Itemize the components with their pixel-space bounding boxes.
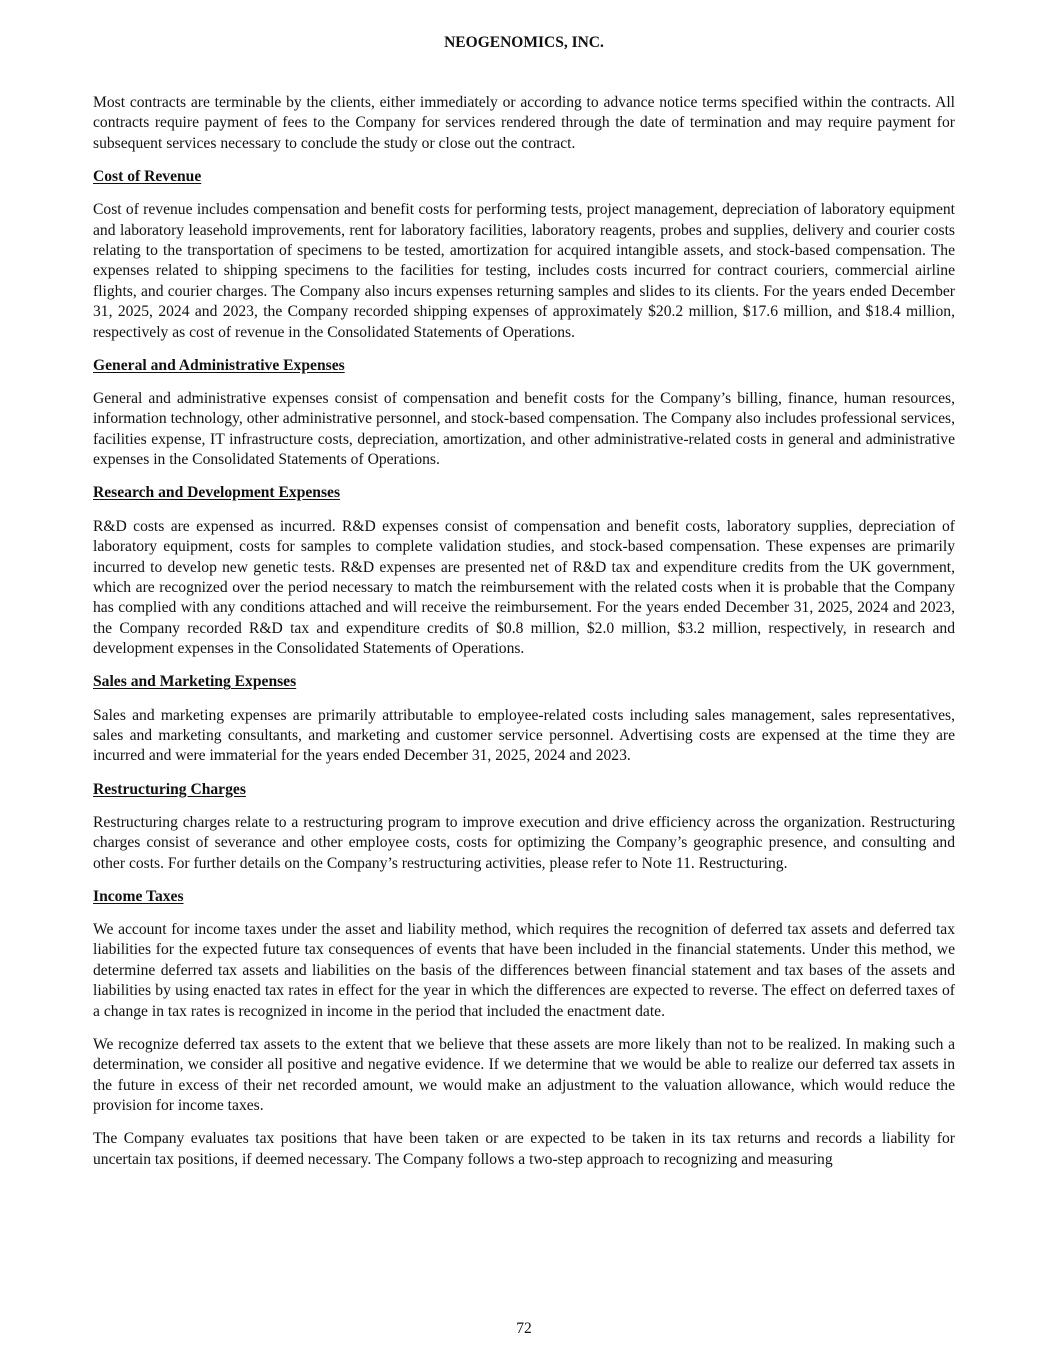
document-body: [93, 93, 955, 1183]
section-paragraph: R&D costs are expensed as incurred. R&D expenses consist of compensation and benefit costs, laboratory supplies, depreciation of laboratory equipment, costs for samples to complete validation studies, and stock-based compensation. These expenses are primarily incurred to develop new genetic tests. R&D expenses are presented net of R&D tax and expenditure credits from the UK government, which are recognized over the period necessary to match the reimbursement with the related costs when it is probable that the Company has complied with any conditions attached and will receive the reimbursement. For the years ended December 31, 2025, 2024 and 2023, the Company recorded R&D tax and expenditure credits of $0.8 million, $2.0 million, $3.2 million, respectively, in research and development expenses in the Consolidated Statements of Operations.: [93, 517, 955, 658]
page-header-company-name: NEOGENOMICS, INC.: [444, 34, 604, 51]
section-paragraph: General and administrative expenses consist of compensation and benefit costs for the Company’s billing, finance, human resources, information technology, other administrative personnel, and stock-based compensation. The Company also includes professional services, facilities expense, IT infrastructure costs, depreciation, amortization, and other administrative-related costs in general and administrative expenses in the Consolidated Statements of Operations.: [93, 390, 955, 469]
intro-paragraph: Most contracts are terminable by the clients, either immediately or according to advance notice terms specified within the contracts. All contracts require payment of fees to the Company for services rendered through the date of termination and may require payment for subsequent services necessary to conclude the study or close out the contract.: [93, 94, 955, 152]
section-paragraph: We account for income taxes under the asset and liability method, which requires the recognition of deferred tax assets and deferred tax liabilities for the expected future tax consequences of events that have been included in the financial statements. Under this method, we determine deferred tax assets and liabilities on the basis of the differences between financial statement and tax bases of the assets and liabilities by using enacted tax rates in effect for the year in which the differences are expected to reverse. The effect on deferred taxes of a change in tax rates is recognized in income in the period that included the enactment date.: [93, 920, 955, 1020]
section-sales-and-marketing: [93, 672, 955, 766]
section-general-and-administrative: [93, 356, 955, 471]
section-paragraph: We recognize deferred tax assets to the extent that we believe that these assets are more likely than not to be realized. In making such a determination, we consider all positive and negative evidence. If we determine that we would be able to realize our deferred tax assets in the future in excess of their net recorded amount, we would make an adjustment to the valuation allowance, which would reduce the provision for income taxes.: [93, 1035, 955, 1115]
section-heading: General and Administrative Expenses: [93, 356, 345, 374]
section-heading: Income Taxes: [93, 887, 184, 905]
section-heading: Sales and Marketing Expenses: [93, 673, 297, 691]
section-heading: Restructuring Charges: [93, 780, 246, 798]
section-research-and-development: [93, 483, 955, 659]
section-heading: Cost of Revenue: [93, 168, 202, 186]
section-paragraph: The Company evaluates tax positions that have been taken or are expected to be taken in its tax returns and records a liability for uncertain tax positions, if deemed necessary. The Company follows a two-step approach to recognizing and measuring: [93, 1130, 955, 1168]
page-number: 72: [516, 1320, 532, 1337]
section-income-taxes: [93, 887, 955, 1170]
section-paragraph: Restructuring charges relate to a restructuring program to improve execution and drive efficiency across the organization. Restructuring charges consist of severance and other employee costs, costs for optimizing the Company’s geographic presence, and consulting and other costs. For further details on the Company’s restructuring activities, please refer to Note 11. Restructuring.: [93, 813, 955, 872]
section-heading: Research and Development Expenses: [93, 484, 341, 502]
section-paragraph: Sales and marketing expenses are primarily attributable to employee-related costs including sales management, sales representatives, sales and marketing consultants, and marketing and customer service personnel. Advertising costs are expensed at the time they are incurred and were immaterial for the years ended December 31, 2025, 2024 and 2023.: [93, 706, 955, 765]
section-restructuring-charges: [93, 780, 955, 874]
section-paragraph: Cost of revenue includes compensation and benefit costs for performing tests, project management, depreciation of laboratory equipment and laboratory leasehold improvements, rent for laboratory facilities, laboratory reagents, probes and supplies, delivery and courier costs relating to the transportation of specimens to be tested, amortization for acquired intangible assets, and stock-based compensation. The expenses related to shipping specimens to the facilities for testing, includes costs incurred for contract couriers, commercial airline flights, and courier charges. The Company also incurs expenses returning samples and slides to its clients. For the years ended December 31, 2025, 2024 and 2023, the Company recorded shipping expenses of approximately $20.2 million, $17.6 million, and $18.4 million, respectively as cost of revenue in the Consolidated Statements of Operations.: [93, 201, 955, 341]
section-cost-of-revenue: [93, 167, 955, 343]
